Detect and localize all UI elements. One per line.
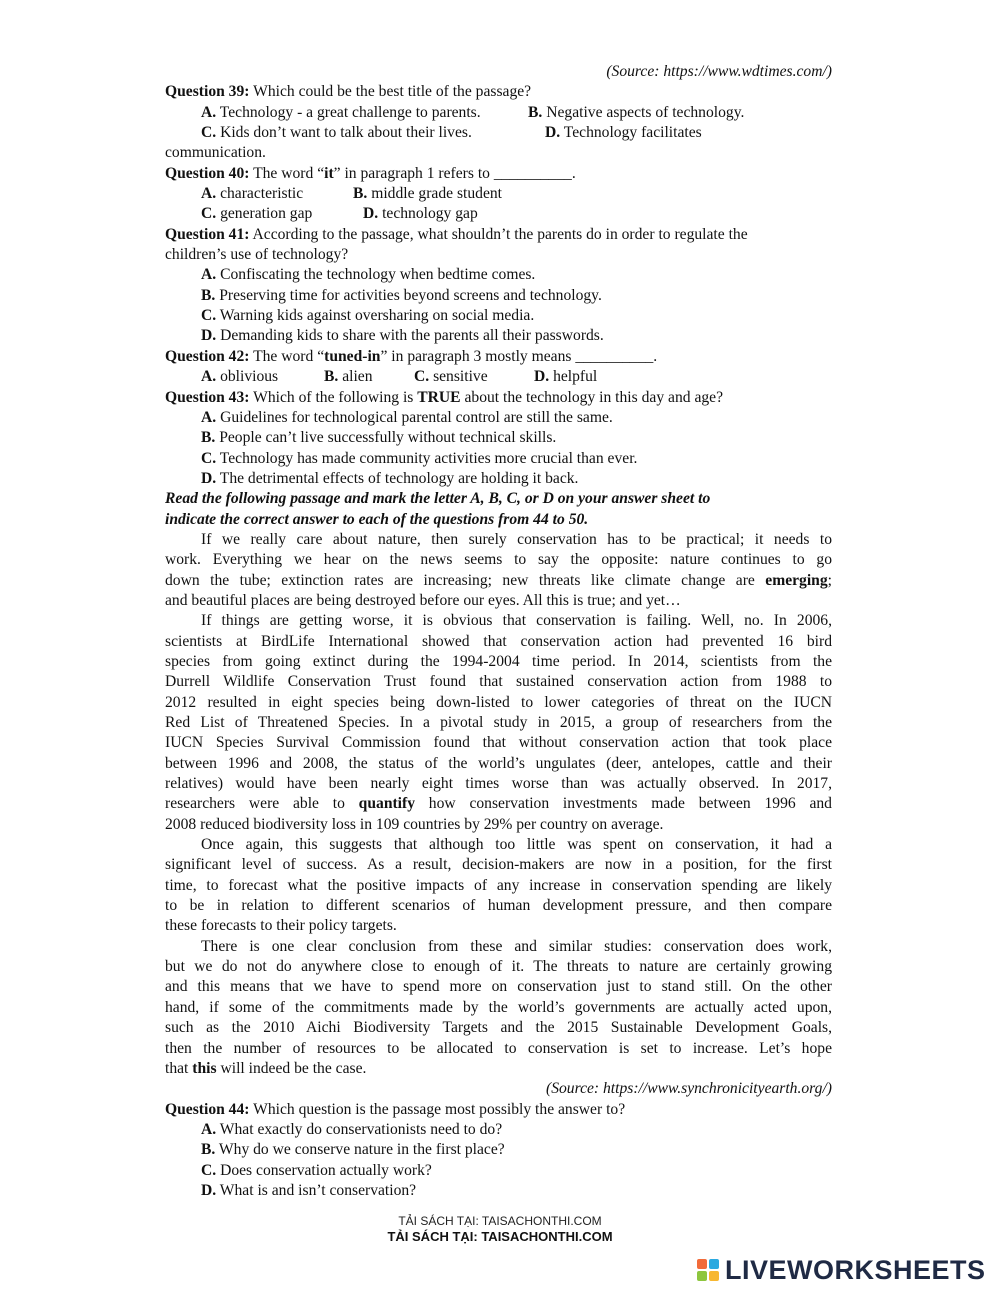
option-text: What is and isn’t conservation? [216,1181,417,1199]
option-text: generation gap [216,205,313,223]
passage-line [165,1059,832,1079]
passage-line: 2012 resulted in eight species being down-listed to lower categories of threat on the IUCN [165,693,832,711]
option-key: A. [201,103,217,121]
liveworksheets-brand[interactable] [697,1255,986,1285]
option-key: C. [201,449,217,467]
passage-line: If we really care about nature, then surely conservation has to be practical; it needs to [201,530,832,548]
passage-line: but we do not do anywhere close to enough of it. The threats to nature are certainly growing [165,958,832,976]
option-a[interactable] [165,1120,832,1140]
question-text: about the technology in this day and age? [460,388,723,406]
option-text: alien [338,368,373,386]
option-key: A. [201,408,217,426]
question-41 [165,225,832,245]
question-text: The word “ [249,347,325,365]
highlighted-word: emerging [765,571,828,589]
question-label: Question 43: [165,388,250,406]
option-key: C. [414,368,430,386]
passage-text: will indeed be the case. [216,1059,367,1077]
source-citation: (Source: https://www.wdtimes.com/) [606,63,832,80]
passage-line: scientists at BirdLife International showed that conservation action had prevented 16 bird [165,632,832,650]
passage-line: relatives) would have been nearly eight times worse than was actually observed. In 2017, [165,775,832,793]
question-40 [165,164,832,184]
passage-text: down the tube; extinction rates are increasing; new threats like climate change are [165,571,766,589]
option-text: oblivious [216,368,279,386]
option-a[interactable] [201,103,528,123]
option-a[interactable] [165,265,832,285]
question-39 [165,82,832,102]
options-row [165,103,832,123]
source-citation: (Source: https://www.synchronicityearth.org/) [546,1080,832,1098]
option-text: Confiscating the technology when bedtime comes. [216,266,536,284]
option-text: Kids don’t want to talk about their lives. [216,124,472,142]
question-42 [165,347,832,367]
option-key: B. [201,429,216,447]
passage-line: species from going extinct during the 1994-2004 time period. In 2014, scientists from the [165,652,832,670]
passage-line: There is one clear conclusion from these and similar studies: conservation does work, [201,937,832,955]
option-key: A. [201,185,217,203]
passage-line: between 1996 and 2008, the status of the world’s ungulates (deer, antelopes, cattle and their [165,754,832,772]
option-text: sensitive [429,368,488,386]
option-text: Guidelines for technological parental control are still the same. [216,408,613,426]
passage-text: how conservation investments made between 1996 and [415,795,832,813]
option-key: D. [201,469,217,487]
options-row [165,123,832,143]
option-c[interactable] [165,449,832,469]
passage-line: these forecasts to their policy targets. [165,917,397,935]
instruction-line: Read the following passage and mark the letter A, B, C, or D on your answer sheet to [165,490,711,508]
question-label: Question 42: [165,347,250,365]
question-text-continued: children’s use of technology? [165,246,349,264]
option-key: D. [363,205,379,223]
option-text: Technology - a great challenge to parents. [216,103,481,121]
option-d[interactable] [545,123,702,143]
question-label: Question 41: [165,225,250,243]
option-d[interactable] [363,204,478,224]
highlighted-word: TRUE [417,388,461,406]
option-key: D. [201,1181,217,1199]
passage-line: If things are getting worse, it is obvious that conservation is failing. Well, no. In 2006, [201,612,832,630]
option-text: helpful [549,368,598,386]
option-text: characteristic [216,185,304,203]
option-b[interactable] [165,286,832,306]
footer-note: TẢI SÁCH TẠI: TAISACHONTHI.COM [398,1214,602,1228]
question-text: ” in paragraph 3 mostly means __________. [380,347,658,365]
highlighted-word: tuned-in [324,347,381,365]
option-key: C. [201,205,217,223]
option-text: Warning kids against oversharing on social media. [216,307,535,325]
passage-line: Once again, this suggests that although too little was spent on conservation, it had a [201,836,832,854]
option-key: B. [201,286,216,304]
question-43 [165,388,832,408]
passage-text: ; [827,571,832,589]
option-text: Technology facilitates [560,124,702,142]
passage-line: and beautiful places are being destroyed before our eyes. All this is true; and yet… [165,591,681,609]
passage-line: and this means that we have to spend more on conservation just to stand still. On the other [165,978,832,996]
option-b[interactable] [165,1140,832,1160]
option-text: technology gap [378,205,478,223]
passage-line: then the number of resources to be allocated to conservation is set to increase. Let’s hope [165,1039,832,1057]
passage-line: such as the 2010 Aichi Biodiversity Targets and the 2015 Sustainable Development Goals, [165,1019,832,1037]
passage-line: to be in relation to different scenarios of human development pressure, and then compare [165,897,832,915]
highlighted-word: quantify [358,795,416,813]
option-key: C. [201,124,217,142]
option-c[interactable] [201,204,363,224]
passage-line [165,794,832,814]
question-text: The word “ [249,164,325,182]
option-key: A. [201,266,217,284]
footer-note-bold: TẢI SÁCH TẠI: TAISACHONTHI.COM [387,1229,613,1244]
passage-line: hand, if some of the commitments made by the world’s governments are actually acted upon, [165,998,832,1016]
option-key: D. [545,124,561,142]
option-key: C. [201,1161,217,1179]
question-44 [165,1100,832,1120]
option-d[interactable] [534,367,597,387]
option-text: What exactly do conservationists need to do? [216,1120,503,1138]
option-key: B. [528,103,543,121]
option-key: B. [353,185,368,203]
option-text: Technology has made community activities more crucial than ever. [216,449,638,467]
option-b[interactable] [165,428,832,448]
option-key: D. [534,368,550,386]
option-key: B. [201,1141,216,1159]
option-a[interactable] [165,408,832,428]
logo-tile [709,1271,719,1281]
passage-text: researchers were able to [165,795,359,813]
logo-tile [697,1271,707,1281]
question-text: Which question is the passage most possibly the answer to? [249,1100,626,1118]
question-text: Which could be the best title of the passage? [249,83,532,101]
option-c[interactable] [165,1161,832,1181]
passage-line: significant level of success. As a result, decision-makers are now in a position, for the first [165,856,832,874]
option-d[interactable] [165,469,832,489]
option-a[interactable] [201,184,353,204]
question-text: ” in paragraph 1 refers to __________. [333,164,576,182]
option-text: Demanding kids to share with the parents all their passwords. [216,327,604,345]
instruction-line: indicate the correct answer to each of the questions from 44 to 50. [165,510,589,528]
brand-name: LIVEWORKSHEETS [725,1254,986,1285]
option-text: People can’t live successfully without technical skills. [215,429,557,447]
option-b[interactable] [353,184,502,204]
logo-tile [709,1259,719,1269]
question-label: Question 39: [165,83,250,101]
logo-tile [697,1259,707,1269]
passage-line: IUCN Species Survival Commission found that without conservation action that took place [165,734,832,752]
liveworksheets-logo-icon [697,1259,719,1281]
option-key: B. [324,368,339,386]
passage-line: 2008 reduced biodiversity loss in 109 countries by 29% per country on average. [165,815,664,833]
option-text: Preserving time for activities beyond screens and technology. [215,286,602,304]
highlighted-word: it [324,164,334,182]
passage-text: that [165,1059,193,1077]
option-text: Why do we conserve nature in the first place? [215,1141,505,1159]
option-text: Negative aspects of technology. [542,103,745,121]
worksheet-page [165,62,832,1201]
option-b[interactable] [324,367,414,387]
option-c[interactable] [165,306,832,326]
question-label: Question 40: [165,164,250,182]
option-text: Does conservation actually work? [216,1161,432,1179]
option-c[interactable] [414,367,534,387]
options-row [165,367,832,387]
option-d[interactable] [165,1181,832,1201]
option-key: C. [201,307,217,325]
option-key: A. [201,1120,217,1138]
option-c[interactable] [201,123,545,143]
highlighted-word: this [192,1059,217,1077]
option-d-continued: communication. [165,144,266,162]
option-a[interactable] [201,367,324,387]
options-row [165,184,832,204]
option-key: A. [201,368,217,386]
option-d[interactable] [165,326,832,346]
question-label: Question 44: [165,1100,250,1118]
passage-line: work. Everything we hear on the news seems to say the opposite: nature continues to go [165,551,832,569]
passage-line: Red List of Threatened Species. In a pivotal study in 2015, a group of researchers from the [165,714,832,731]
question-text: According to the passage, what shouldn’t the parents do in order to regulate the [249,225,748,243]
option-text: middle grade student [367,185,502,203]
option-b[interactable] [528,103,744,123]
passage-line [165,571,832,591]
passage-line: time, to forecast what the positive impacts of any increase in conservation spending are likely [165,876,832,894]
options-row [165,204,832,224]
option-text: The detrimental effects of technology are holding it back. [216,469,579,487]
passage-line: Durrell Wildlife Conservation Trust found that sustained conservation action from 1988 to [165,673,832,691]
option-key: D. [201,327,217,345]
question-text: Which of the following is [249,388,418,406]
